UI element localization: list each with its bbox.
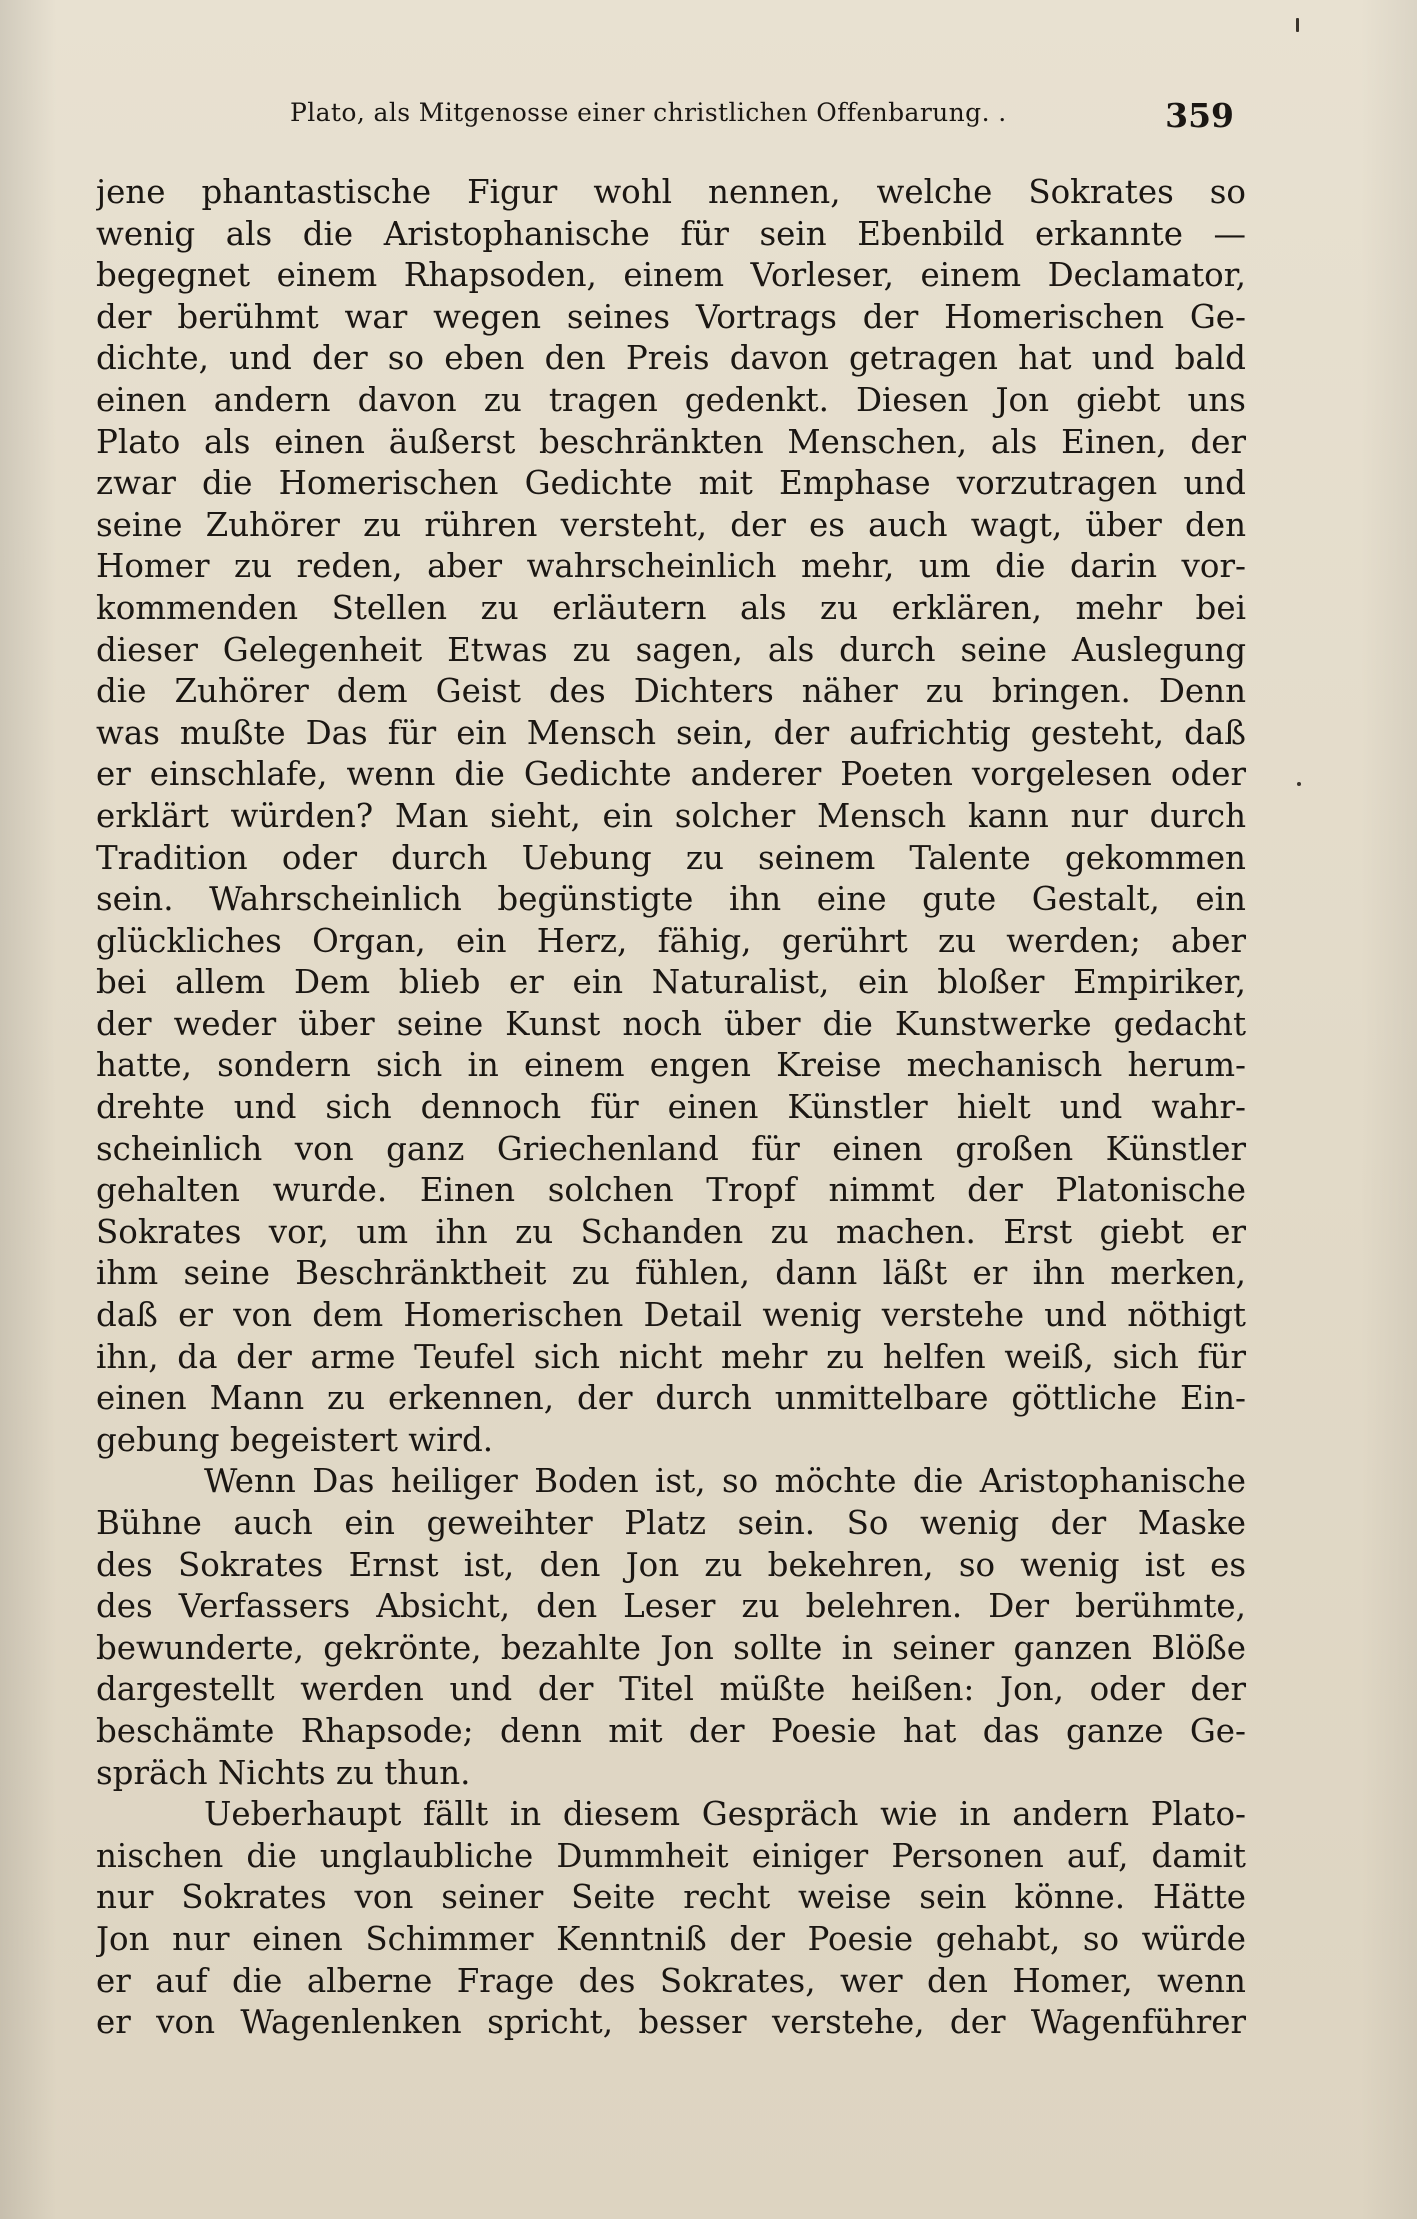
page-header xyxy=(290,96,1234,136)
paper-speck xyxy=(1296,18,1299,32)
text-line: des Sokrates Ernst ist, den Jon zu bekehren, so wenig ist es xyxy=(96,1545,1246,1584)
text-line: einen andern davon zu tragen gedenkt. Diesen Jon giebt uns xyxy=(96,380,1246,419)
text-line: gehalten wurde. Einen solchen Tropf nimmt der Platonische xyxy=(96,1171,1246,1210)
text-line: jene phantastische Figur wohl nennen, welche Sokrates so xyxy=(96,173,1246,211)
page-number: 359 xyxy=(1165,96,1234,135)
text-line: die Zuhörer dem Geist des Dichters näher zu bringen. Denn xyxy=(96,672,1246,711)
text-line: begegnet einem Rhapsoden, einem Vorleser, einem Declamator, xyxy=(96,256,1246,295)
text-line: glückliches Organ, ein Herz, fähig, gerührt zu werden; aber xyxy=(96,921,1246,960)
running-head: Plato, als Mitgenosse einer christlichen Offenbarung. . xyxy=(290,98,1007,127)
text-line: er einschlafe, wenn die Gedichte anderer Poeten vorgelesen oder xyxy=(96,755,1246,794)
text-line: ihm seine Beschränktheit zu fühlen, dann läßt er ihn merken, xyxy=(96,1254,1246,1293)
body-text xyxy=(96,172,1246,2044)
text-line: Tradition oder durch Uebung zu seinem Talente gekommen xyxy=(96,838,1246,877)
text-line: seine Zuhörer zu rühren versteht, der es auch wagt, über den xyxy=(96,505,1246,544)
text-line: kommenden Stellen zu erläutern als zu erklären, mehr bei xyxy=(96,588,1246,627)
text-line: Sokrates vor, um ihn zu Schanden zu machen. Erst giebt er xyxy=(96,1212,1246,1251)
text-line: beschämte Rhapsode; denn mit der Poesie hat das ganze Ge- xyxy=(96,1711,1246,1750)
text-line: was mußte Das für ein Mensch sein, der aufrichtig gesteht, daß xyxy=(96,713,1246,752)
text-line: Jon nur einen Schimmer Kenntniß der Poesie gehabt, so würde xyxy=(96,1919,1246,1958)
text-line: einen Mann zu erkennen, der durch unmittelbare göttliche Ein- xyxy=(96,1379,1246,1418)
text-line: nur Sokrates von seiner Seite recht weise sein könne. Hätte xyxy=(96,1878,1246,1917)
paper-speck xyxy=(1297,782,1301,786)
text-line: zwar die Homerischen Gedichte mit Emphase vorzutragen und xyxy=(96,464,1246,503)
text-line: dieser Gelegenheit Etwas zu sagen, als durch seine Auslegung xyxy=(96,630,1246,669)
text-line: nischen die unglaubliche Dummheit einiger Personen auf, damit xyxy=(96,1836,1246,1875)
text-line: Wenn Das heiliger Boden ist, so möchte die Aristophanische xyxy=(204,1462,1246,1501)
text-line: der berühmt war wegen seines Vortrags der Homerischen Ge- xyxy=(96,297,1246,336)
text-line: bewunderte, gekrönte, bezahlte Jon sollte in seiner ganzen Blöße xyxy=(96,1628,1246,1667)
text-line: spräch Nichts zu thun. xyxy=(96,1753,471,1792)
text-line: wenig als die Aristophanische für sein Ebenbild erkannte — xyxy=(96,214,1246,253)
text-line: des Verfassers Absicht, den Leser zu belehren. Der berühmte, xyxy=(96,1587,1246,1626)
text-line: Homer zu reden, aber wahrscheinlich mehr, um die darin vor- xyxy=(96,547,1246,586)
text-line: daß er von dem Homerischen Detail wenig verstehe und nöthigt xyxy=(96,1296,1246,1335)
text-line: erklärt würden? Man sieht, ein solcher Mensch kann nur durch xyxy=(96,796,1246,835)
text-line: dargestellt werden und der Titel müßte heißen: Jon, oder der xyxy=(96,1670,1246,1709)
text-line: er auf die alberne Frage des Sokrates, wer den Homer, wenn xyxy=(96,1961,1246,2000)
text-line: Plato als einen äußerst beschränkten Menschen, als Einen, der xyxy=(96,422,1246,461)
text-line: der weder über seine Kunst noch über die Kunstwerke gedacht xyxy=(96,1004,1246,1043)
text-line: er von Wagenlenken spricht, besser verstehe, der Wagenführer xyxy=(96,2003,1246,2042)
text-line: Bühne auch ein geweihter Platz sein. So wenig der Maske xyxy=(96,1504,1246,1542)
text-line: dichte, und der so eben den Preis davon getragen hat und bald xyxy=(96,339,1246,378)
text-line: sein. Wahrscheinlich begünstigte ihn eine gute Gestalt, ein xyxy=(96,880,1246,919)
text-line: gebung begeistert wird. xyxy=(96,1420,494,1459)
text-line: ihn, da der arme Teufel sich nicht mehr zu helfen weiß, sich für xyxy=(96,1337,1246,1376)
text-line: bei allem Dem blieb er ein Naturalist, ein bloßer Empiriker, xyxy=(96,963,1246,1002)
text-line: drehte und sich dennoch für einen Künstler hielt und wahr- xyxy=(96,1088,1246,1127)
text-line: scheinlich von ganz Griechenland für einen großen Künstler xyxy=(96,1129,1246,1168)
text-line: hatte, sondern sich in einem engen Kreise mechanisch herum- xyxy=(96,1046,1246,1085)
text-line: Ueberhaupt fällt in diesem Gespräch wie in andern Plato- xyxy=(204,1795,1246,1834)
